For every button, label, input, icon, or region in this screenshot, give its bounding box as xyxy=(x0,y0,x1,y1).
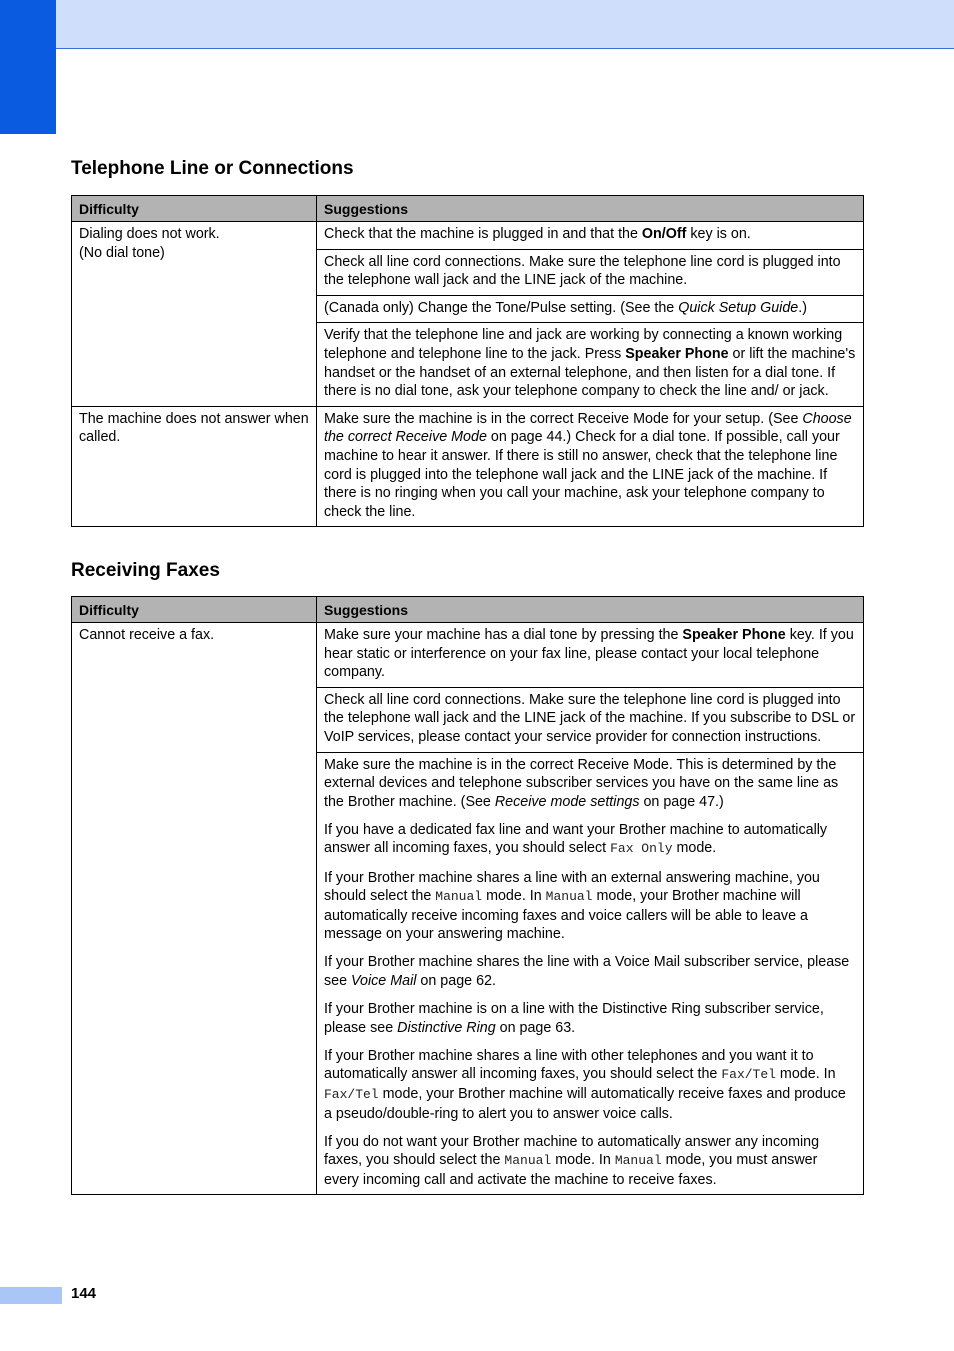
header-band xyxy=(0,0,954,49)
reference-title: Choose the correct Receive Mode xyxy=(324,410,852,446)
reference-title: Distinctive Ring xyxy=(397,1019,496,1036)
column-header-suggestions: Suggestions xyxy=(317,597,864,623)
difficulty-text: (No dial tone) xyxy=(79,244,165,261)
section-title-receiving-faxes: Receiving Faxes xyxy=(71,560,220,581)
table-row xyxy=(72,623,864,688)
mode-name: Manual xyxy=(504,1153,552,1169)
paragraph: If your Brother machine shares a line with an external answering machine, you should select the Manual mode. In Manual mode, your Brother machine will automatically receive incoming faxes and voice callers will be able to leave a message on your answering machine. xyxy=(324,869,820,943)
suggestion-cell: Make sure the machine is in the correct Receive Mode for your setup. (See Choose the correct Receive Mode on page 44.) Check for a dial tone. If possible, call your machine to hear it answer. If there is still no answer, check that the telephone line cord is plugged into the telephone wall jack and the LINE jack of the machine. If there is no ringing when you call your machine, ask your telephone company to check the line. xyxy=(317,406,864,527)
telephone-line-table xyxy=(71,195,864,527)
paragraph: If you have a dedicated fax line and want your Brother machine to automatically answer all incoming faxes, you should select Fax Only mode. xyxy=(324,821,828,857)
suggestion-cell: Check that the machine is plugged in and that the On/Off key is on. xyxy=(317,222,864,250)
paragraph: If you do not want your Brother machine to automatically answer any incoming faxes, you should select the Manual mode. In Manual mode, you must answer every incoming call and activate the machine to receive faxes. xyxy=(324,1133,820,1188)
chapter-tab xyxy=(0,0,56,134)
page-number: 144 xyxy=(71,1285,97,1302)
difficulty-text: Dialing does not work. xyxy=(79,226,220,242)
mode-name: Manual xyxy=(545,889,593,905)
key-name: Speaker Phone xyxy=(625,345,729,362)
page-number-bar xyxy=(0,1287,62,1304)
column-header-difficulty: Difficulty xyxy=(72,196,317,222)
suggestion-cell: Check all line cord connections. Make sure the telephone line cord is plugged into the telephone wall jack and the LINE jack of the machine. If you subscribe to DSL or VoIP services, please contact your service provider for connection instructions. xyxy=(317,687,864,752)
key-name: Speaker Phone xyxy=(682,627,786,643)
table-header-row xyxy=(72,597,864,623)
section-title-telephone-line: Telephone Line or Connections xyxy=(71,158,354,179)
key-name: On/Off xyxy=(641,226,687,242)
paragraph: If your Brother machine shares the line with a Voice Mail subscriber service, please see Voice Mail on page 62. xyxy=(324,954,850,989)
table-row xyxy=(72,406,864,527)
reference-title: Voice Mail xyxy=(351,973,417,989)
difficulty-cell: Cannot receive a fax. xyxy=(72,623,317,1195)
table-header-row xyxy=(72,196,864,222)
difficulty-cell: The machine does not answer when called. xyxy=(72,406,317,527)
paragraph: If your Brother machine is on a line with the Distinctive Ring subscriber service, please see Distinctive Ring on page 63. xyxy=(324,1001,824,1036)
difficulty-cell xyxy=(72,222,317,407)
column-header-suggestions: Suggestions xyxy=(317,196,864,222)
receiving-faxes-table xyxy=(71,596,864,1195)
mode-name: Manual xyxy=(614,1153,662,1169)
paragraph: If your Brother machine shares a line with other telephones and you want it to automatically answer all incoming faxes, you should select the Fax/Tel mode. In Fax/Tel mode, your Brother machine will automatically receive faxes and produce a pseudo/double-ring to alert you to answer voice calls. xyxy=(324,1047,846,1122)
suggestion-cell xyxy=(317,752,864,1195)
mode-name: Fax Only xyxy=(610,841,673,857)
suggestion-cell: Verify that the telephone line and jack are working by connecting a known working telephone and telephone line to the jack. Press Speaker Phone or lift the machine's handset or the handset of an external telephone, and then listen for a dial tone. If there is no dial tone, ask your telephone company to check the line and/ or jack. xyxy=(317,323,864,406)
mode-name: Fax/Tel xyxy=(324,1086,379,1102)
mode-name: Fax/Tel xyxy=(721,1067,776,1083)
suggestion-cell: Check all line cord connections. Make sure the telephone line cord is plugged into the telephone wall jack and the LINE jack of the machine. xyxy=(317,249,864,295)
mode-name: Manual xyxy=(435,889,483,905)
reference-title: Receive mode settings xyxy=(494,793,640,810)
reference-title: Quick Setup Guide xyxy=(678,299,799,316)
table-row xyxy=(72,222,864,250)
suggestion-cell: Make sure your machine has a dial tone by pressing the Speaker Phone key. If you hear static or interference on your fax line, please contact your local telephone company. xyxy=(317,623,864,688)
suggestion-cell: (Canada only) Change the Tone/Pulse setting. (See the Quick Setup Guide.) xyxy=(317,295,864,323)
paragraph: Make sure the machine is in the correct Receive Mode. This is determined by the external devices and telephone subscriber services you have on the same line as the Brother machine. (See Receive mode settings on page 47.) xyxy=(324,756,839,810)
column-header-difficulty: Difficulty xyxy=(72,597,317,623)
